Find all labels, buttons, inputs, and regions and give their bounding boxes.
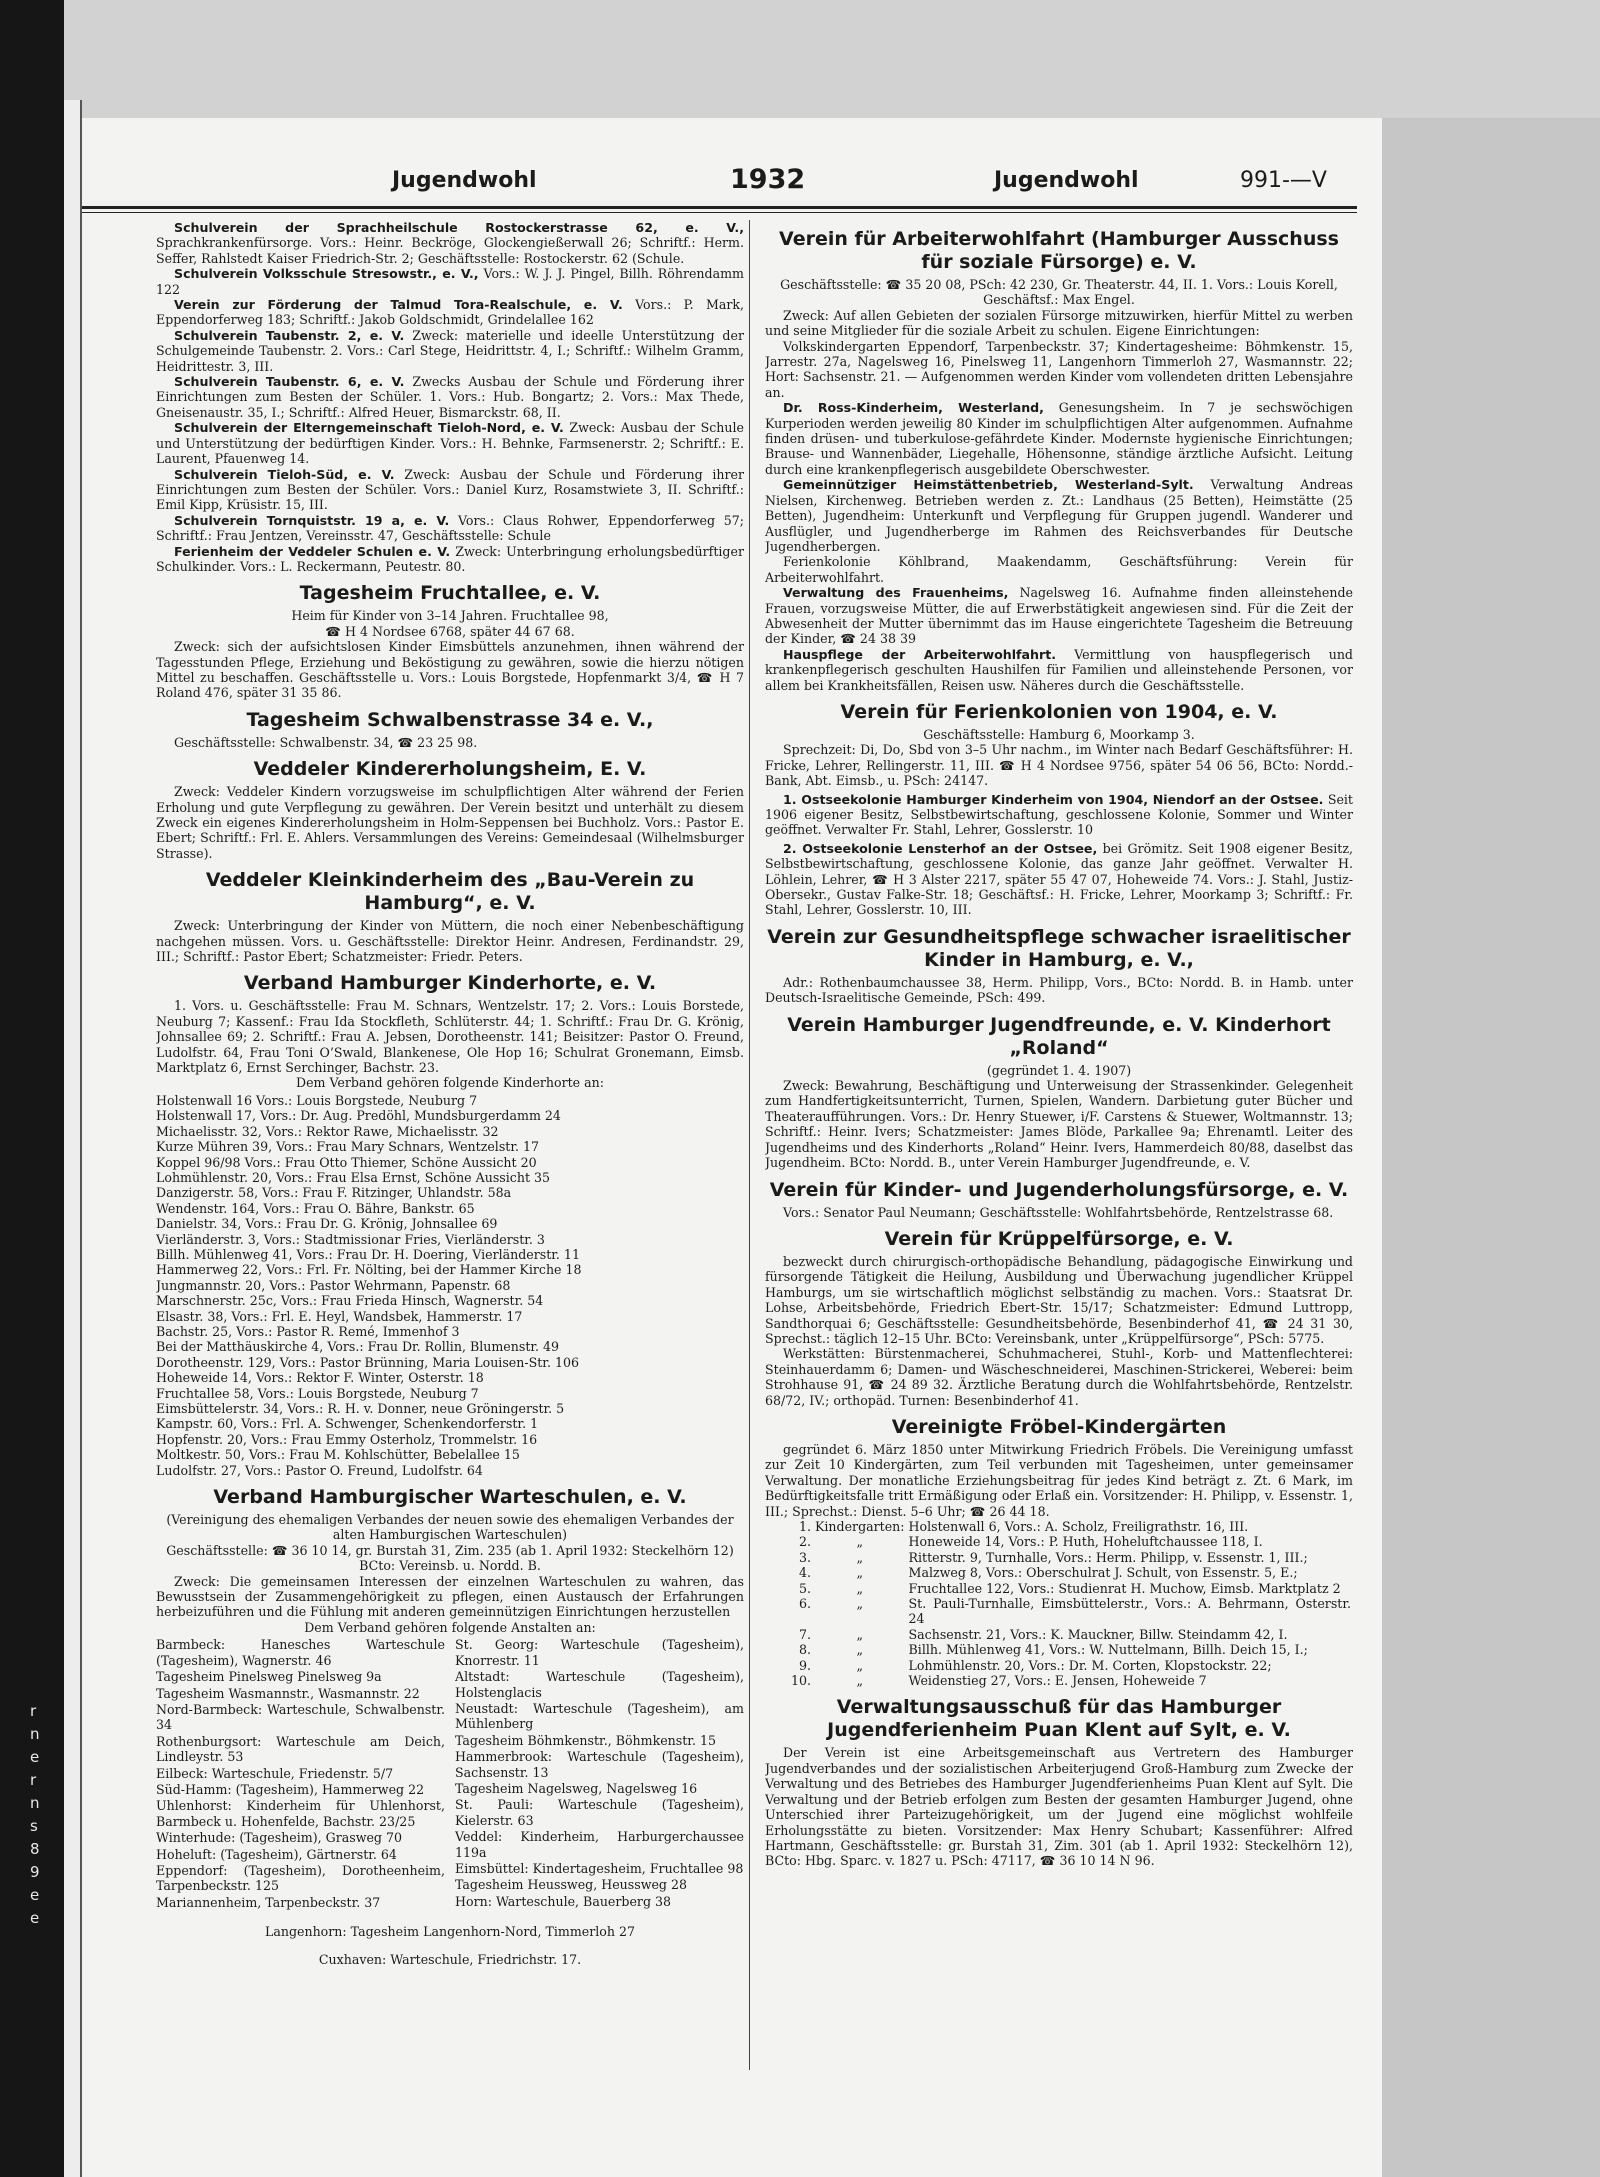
- warteschulen-grid: [156, 1637, 744, 1911]
- entry-paragraph: [156, 297, 744, 328]
- margin-letters: [30, 1700, 50, 1930]
- list-item: Koppel 96/98 Vors.: Frau Otto Thiemer, Schöne Aussicht 20: [156, 1154, 537, 1170]
- header-right-title: Jugendwohl: [994, 168, 1139, 193]
- kindergarten-address: Billh. Mühlenweg 41, Vors.: W. Nuttelmann, Billh. Deich 15, I.;: [908, 1642, 1308, 1658]
- table-row: [765, 1581, 1353, 1596]
- header-page-number: 991-—V: [1240, 168, 1327, 193]
- list-item: Kampstr. 60, Vors.: Frl. A. Schwenger, Schenkendorferstr. 1: [156, 1416, 539, 1432]
- warteschule-item: Hoheluft: (Tagesheim), Gärtnerstr. 64: [156, 1846, 397, 1862]
- entry-text: Genesungsheim. In 7 je sechswöchigen Kurperioden werden jeweilig 80 Kinder im schulpflichtigen Alter aufgenommen. Aufnahme finden drüsen- und tuberkulose-gefährdete Kinder. Modernste hygienische Einrichtungen; Brause- und Wannenbäder, Liegehalle, Höhensonne, ständige ärztliche Aufsicht. Leitung durch eine krankenpflegerisch ausgebildete Oberschwester.: [765, 400, 1353, 477]
- entry-paragraph: [156, 998, 744, 1075]
- entry-paragraph: [765, 742, 1353, 788]
- entry-paragraph: [765, 1346, 1353, 1408]
- entry-title: Schulverein Tieloh-Süd, e. V.: [174, 466, 395, 482]
- entry-text: Zweck: Unterbringung erholungsbedürftiger Schulkinder. Vors.: L. Reckermann, Peutestr. 80.: [156, 543, 744, 574]
- list-item: Fruchtallee 58, Vors.: Louis Borgstede, Neuburg 7: [156, 1385, 479, 1401]
- warteschule-item: Cuxhaven: Warteschule, Friedrichstr. 17.: [318, 1951, 582, 1967]
- header-rule: [82, 206, 1357, 209]
- entry-text: Zweck: Bewahrung, Beschäftigung und Unterweisung der Strassenkinder. Gelegenheit zum Handfertigkeitsunterricht, Turnen, Spielen, Wandern. Darbietung guter Bücher und Theateraufführungen. Vors.: Dr. Henry Stuewer, i/F. Carstens & Stuewer, Woltmannstr. 13; Schriftf.: Heinr. Ivers; Schatzmeister: James Blöde, Parkallee 9a; Ehrenamtl. Leiter des Jugendheims und des Kinderhorts „Roland“ Heinr. Ivers, Hammerdeich 80/88, daselbst das Jugendheim. BCto: Nordd. B., unter Verein Hamburger Jugendfreunde, e. V.: [765, 1078, 1353, 1171]
- entry-paragraph: [765, 647, 1353, 693]
- left-column: [156, 220, 744, 2070]
- warteschule-item: Tagesheim Pinelsweg Pinelsweg 9a: [156, 1669, 382, 1685]
- entry-text: Der Verein ist eine Arbeitsgemeinschaft aus Vertretern des Hamburger Jugendverbandes und der sozialistischen Arbeiterjugend Groß-Hamburg zum Zwecke der Verwaltung und des Betriebes des Hamburger Jugendferienheims Puan Klent auf Sylt. Die Verwaltung und der Betrieb erfolgen zum Besten der gesamten Hamburger Jugend, ohne Unterschied ihrer Parteizugehörigkeit, um der Jugend eine möglichst wohlfeile Erholungsstätte zu bieten. Vorsitzender: Max Henry Schubart; Kassenführer: Alfred Hartmann, Geschäftsstelle: gr. Burstah 31, Zim. 301 (ab 1. April 1932: Steckelhörn 12), BCto: Hbg. Sparc. v. 1827 u. PSch: 47117, ☎ 36 10 14 N 96.: [765, 1745, 1353, 1869]
- warteschule-item: Rothenburgsort: Warteschule am Deich, Lindleystr. 53: [156, 1733, 445, 1765]
- entry-text: Zweck: Veddeler Kindern vorzugsweise im schulpflichtigen Alter während der Ferien Erholung und gute Verpflegung zu gewähren. Der Verein besitzt und unterhält zu diesem Zweck ein eigenes Kindererholungsheim in Holm-Seppensen bei Buchholz. Vors.: Pastor E. Ebert; Schriftf.: Frl. E. Ahlers. Versammlungen des Vereins: Gemeindesaal (Wilhelmsburger Strasse).: [156, 784, 744, 861]
- entry-title: 1. Ostseekolonie Hamburger Kinderheim von 1904, Niendorf an der Ostsee.: [783, 791, 1324, 807]
- list-item: Vierländerstr. 3, Vors.: Stadtmissionar Fries, Vierländerstr. 3: [156, 1231, 545, 1247]
- entry-paragraph: [765, 400, 1353, 477]
- centered-line: Heim für Kinder von 3–14 Jahren. Fruchtallee 98,: [291, 608, 609, 624]
- margin-letter: r: [30, 1702, 37, 1720]
- centered-line: (Vereinigung des ehemaligen Verbandes der neuen sowie des ehemaligen Verbandes der alten Hamburgischen Warteschulen): [166, 1512, 734, 1543]
- entry-paragraph: [765, 554, 1353, 585]
- kindergarten-address: Ritterstr. 9, Turnhalle, Vors.: Herm. Philipp, v. Essenstr. 1, III.;: [908, 1549, 1308, 1565]
- warteschule-item: Nord-Barmbeck: Warteschule, Schwalbenstr. 34: [156, 1701, 445, 1733]
- kindergarten-address: St. Pauli-Turnhalle, Eimsbüttelerstr., Vors.: A. Behrmann, Osterstr. 24: [908, 1596, 1351, 1627]
- entry-text: Volkskindergarten Eppendorf, Tarpenbeckstr. 37; Kindertagesheime: Böhmkenstr. 15, Jarrestr. 27a, Nagelsweg 16, Pinelsweg 11, Langenhorn Timmerloh 27, Wasmannstr. 22; Hort: Sachsenstr. 21. — Aufgenommen werden Kinder vom vollendeten dritten Lebensjahre an.: [765, 338, 1353, 400]
- margin-letter: n: [30, 1725, 40, 1743]
- section-heading: Tagesheim Schwalbenstrasse 34 e. V.,: [246, 708, 654, 731]
- entry-paragraph: [156, 784, 744, 861]
- kindergarten-address: Fruchtallee 122, Vors.: Studienrat H. Muchow, Eimsb. Marktplatz 2: [908, 1580, 1341, 1596]
- list-item: Danzigerstr. 58, Vors.: Frau F. Ritzinger, Uhlandstr. 58a: [156, 1185, 512, 1201]
- section-heading: Verein Hamburger Jugendfreunde, e. V. Kinderhort „Roland“: [787, 1013, 1331, 1059]
- section-heading: Veddeler Kleinkinderheim des „Bau-Verein zu Hamburg“, e. V.: [205, 869, 695, 915]
- kindergarten-table: [765, 1519, 1353, 1688]
- entry-text: Zweck: materielle und ideelle Unterstützung der Schulgemeinde Taubenstr. 2. Vors.: Carl Stege, Heidrittstr. 4, I.; Schriftf.: Wilhelm Gramm, Heidrittestr. 3, III.: [156, 327, 744, 374]
- centered-line: Dem Verband gehören folgende Kinderhorte an:: [295, 1075, 605, 1091]
- kindergarten-address: Weidenstieg 27, Vors.: E. Jensen, Hoheweide 7: [908, 1673, 1207, 1689]
- kindergarten-number: 3.: [798, 1549, 811, 1565]
- entry-text: Nagelsweg 16. Aufnahme finden alleinstehende Frauen, vorzugsweise Mütter, die auf Erwerbstätigkeit angewiesen sind. Für die Zeit der Abwesenheit der Mutter übernimmt das im Hause eingerichtete Tagesheim die Betreuung der Kinder, ☎ 24 38 39: [765, 585, 1353, 647]
- entry-paragraph: [765, 1078, 1353, 1170]
- entry-text: Vors.: P. Mark, Eppendorferweg 183; Schriftf.: Jakob Goldschmidt, Grindelallee 162: [156, 297, 744, 328]
- section-heading: Vereinigte Fröbel-Kindergärten: [891, 1415, 1227, 1438]
- entry-text: Vermittlung von hauspflegerisch und krankenpflegerisch geschulten Haushilfen für Familien und alleinstehende Personen, vor allem bei Krankheitsfällen, Reisen usw. Näheres durch die Geschäftsstelle.: [765, 646, 1353, 693]
- entry-title: Verein zur Förderung der Talmud Tora-Realschule, e. V.: [174, 297, 623, 313]
- entry-text: gegründet 6. März 1850 unter Mitwirkung Friedrich Fröbels. Die Vereinigung umfasst zur Zeit 10 Kindergärten, zum Teil verbunden mit Tagesheimen, unter gemeinsamer Verwaltung. Der monatliche Erziehungsbeitrag für jedes Kind beträgt z. Zt. 6 Mark, im Bedürftigkeitsfalle tritt Ermäßigung oder Erlaß ein. Vorsitzender: H. Philipp, v. Essenstr. 1, III.; Sprechst.: Dienst. 5–6 Uhr; ☎ 26 44 18.: [765, 1441, 1353, 1519]
- entry-title: Schulverein Tornquiststr. 19 a, e. V.: [174, 512, 450, 528]
- entry-title: Ferienheim der Veddeler Schulen e. V.: [174, 543, 451, 559]
- kindergarten-label: „: [856, 1565, 864, 1581]
- centered-line: Geschäftsstelle: ☎ 35 20 08, PSch: 42 230, Gr. Theaterstr. 44, II. 1. Vors.: Louis Korell, Geschäftsf.: Max Engel.: [780, 277, 1338, 308]
- section-heading: Veddeler Kindererholungsheim, E. V.: [253, 758, 647, 781]
- scan-background: [1382, 118, 1600, 2177]
- entry-paragraph: [765, 477, 1353, 554]
- table-row: [765, 1673, 1353, 1688]
- entry-paragraph: [156, 544, 744, 575]
- kindergarten-label: „: [856, 1549, 864, 1565]
- warteschule-item: Neustadt: Warteschule (Tagesheim), am Mühlenberg: [455, 1700, 744, 1732]
- warteschulen-col-left: [156, 1637, 445, 1911]
- entry-paragraph: [156, 467, 744, 513]
- section-heading: Verein für Krüppelfürsorge, e. V.: [884, 1227, 1234, 1250]
- warteschule-item: Tagesheim Wasmannstr., Wasmannstr. 22: [156, 1685, 420, 1701]
- margin-letter: 9: [30, 1863, 40, 1881]
- entry-text: Vors.: Claus Rohwer, Eppendorferweg 57; Schriftf.: Frau Jentzen, Vereinsstr. 47, Geschäftsstelle: Schule: [156, 512, 744, 544]
- entry-text: Werkstätten: Bürstenmacherei, Schuhmacherei, Stuhl-, Korb- und Mattenflechterei: Steinhauerdamm 6; Damen- und Wäscheschneiderei, Maschinen-Strickerei, Weberei: beim Strohhause 91, ☎ 24 89 32. Ärztliche Beratung durch die Wohlfahrtsbehörde, Rentzelstr. 68/72, IV.; orthopäd. Turnen: Besenbinderhof 41.: [765, 1346, 1353, 1408]
- kindergarten-number: 6.: [798, 1596, 811, 1612]
- table-row: [765, 1550, 1353, 1565]
- list-item: Jungmannstr. 20, Vors.: Pastor Wehrmann, Papenstr. 68: [156, 1277, 511, 1293]
- entry-paragraph: [765, 1205, 1353, 1220]
- entry-paragraph: [156, 374, 744, 420]
- entry-text: Seit 1906 eigener Besitz, Selbstbewirtschaftung, geschlossene Kolonie, Sommer und Winter geöffnet. Verwalter Fr. Stahl, Lehrer, Gosslerstr. 10: [765, 791, 1353, 838]
- warteschulen-col-right: [455, 1637, 744, 1911]
- kindergarten-label: Kindergarten:: [815, 1519, 905, 1534]
- entry-title: Schulverein Taubenstr. 2, e. V.: [174, 327, 405, 343]
- header-left-title: Jugendwohl: [392, 168, 537, 193]
- kindergarten-address: Lohmühlenstr. 20, Vors.: Dr. M. Corten, Klopstockstr. 22;: [908, 1657, 1272, 1673]
- list-item: Eimsbüttelerstr. 34, Vors.: R. H. v. Donner, neue Gröningerstr. 5: [156, 1401, 565, 1416]
- entry-text: Zweck: Ausbau der Schule und Förderung ihrer Einrichtungen zum Besten der Schüler. Vors.: Daniel Kurz, Rosamstwiete 3, II. Schriftf.: Emil Kipp, Krüsistr. 15, III.: [156, 466, 744, 513]
- margin-letter: e: [30, 1748, 40, 1766]
- list-item: Moltkestr. 50, Vors.: Frau M. Kohlschütter, Bebelallee 15: [156, 1447, 520, 1463]
- entry-paragraph: [156, 220, 744, 266]
- kindergarten-address: Malzweg 8, Vors.: Oberschulrat J. Schult, von Essenstr. 5, E.;: [908, 1565, 1298, 1581]
- margin-letter: e: [30, 1886, 40, 1904]
- warteschule-item: Winterhude: (Tagesheim), Grasweg 70: [156, 1830, 403, 1846]
- kinderhorte-list: [156, 1093, 744, 1478]
- entry-title: Schulverein der Elterngemeinschaft Tieloh-Nord, e. V.: [174, 420, 564, 436]
- entry-title: Schulverein Volksschule Stresowstr., e. V.,: [174, 266, 479, 282]
- list-item: Michaelisstr. 32, Vors.: Rektor Rawe, Michaelisstr. 32: [156, 1123, 499, 1139]
- scanner-left-edge: [0, 0, 64, 2177]
- text-line: Geschäftsstelle: Schwalbenstr. 34, ☎ 23 25 98.: [174, 734, 478, 750]
- entry-text: Zweck: sich der aufsichtslosen Kinder Eimsbüttels anzunehmen, ihnen während der Tagesstunden Pflege, Erziehung und Beköstigung zu gewähren, sowie die hierzu nötigen Mittel zu beschaffen. Geschäftsstelle u. Vors.: Louis Borgstede, Hopfenmarkt 3/4, ☎ H 7 Roland 476, später 31 35 86.: [156, 639, 744, 701]
- margin-letter: e: [30, 1909, 40, 1927]
- margin-letter: n: [30, 1794, 40, 1812]
- section-heading: Verwaltungsausschuß für das Hamburger Jugendferienheim Puan Klent auf Sylt, e. V.: [827, 1696, 1291, 1742]
- kindergarten-address: Sachsenstr. 21, Vors.: K. Mauckner, Billw. Steindamm 42, I.: [908, 1626, 1288, 1642]
- warteschule-item: St. Pauli: Warteschule (Tagesheim), Kielerstr. 63: [455, 1797, 744, 1828]
- previous-page-edge: [64, 100, 82, 2177]
- list-item: Bei der Matthäuskirche 4, Vors.: Frau Dr. Rollin, Blumenstr. 49: [156, 1339, 560, 1355]
- kindergarten-number: 1.: [798, 1519, 811, 1534]
- entry-paragraph: [156, 328, 744, 374]
- list-item: Kurze Mühren 39, Vors.: Frau Mary Schnars, Wentzelstr. 17: [156, 1139, 540, 1155]
- kindergarten-number: 2.: [798, 1534, 811, 1550]
- list-item: Hopfenstr. 20, Vors.: Frau Emmy Osterholz, Trommelstr. 16: [156, 1431, 538, 1447]
- list-item: Danielstr. 34, Vors.: Frau Dr. G. Krönig, Johnsallee 69: [156, 1216, 498, 1232]
- warteschule-item: Altstadt: Warteschule (Tagesheim), Holstenglacis: [455, 1669, 744, 1700]
- section-heading: Verein für Arbeiterwohlfahrt (Hamburger Ausschuss für soziale Fürsorge) e. V.: [779, 228, 1339, 273]
- centered-line: Geschäftsstelle: Hamburg 6, Moorkamp 3.: [923, 726, 1195, 742]
- kindergarten-label: „: [856, 1657, 864, 1673]
- kindergarten-label: „: [856, 1596, 864, 1612]
- entry-paragraph: [156, 918, 744, 964]
- section-heading: Verband Hamburgischer Warteschulen, e. V.: [213, 1486, 687, 1509]
- kindergarten-number: 10.: [790, 1673, 811, 1689]
- warteschule-item: Tagesheim Nagelsweg, Nagelsweg 16: [455, 1780, 698, 1796]
- kindergarten-number: 4.: [798, 1565, 811, 1581]
- kindergarten-address: Holstenwall 6, Vors.: A. Scholz, Freiligrathstr. 16, III.: [908, 1519, 1249, 1534]
- table-row: [765, 1534, 1353, 1549]
- list-item: Hoheweide 14, Vors.: Rektor F. Winter, Osterstr. 18: [156, 1370, 484, 1386]
- list-item: Holstenwall 17, Vors.: Dr. Aug. Predöhl, Mundsburgerdamm 24: [156, 1108, 561, 1124]
- kindergarten-label: „: [856, 1580, 864, 1596]
- entry-text: bei Grömitz. Seit 1908 eigener Besitz, Selbstbewirtschaftung, geschlossene Kolonie, das ganze Jahr geöffnet. Verwalter H. Löhlein, Lehrer, ☎ H 3 Alster 2217, später 55 47 07, Hoheweide 74. Vors.: J. Stahl, Justiz-Obersekr., Gustav Falke-Str. 18; Geschäftsf.: H. Fricke, Lehrer, Moorkamp 3; Schriftf.: Fr. Stahl, Lehrer, Gosslerstr. 10, III.: [765, 840, 1353, 918]
- table-row: [765, 1519, 1353, 1534]
- entry-text: Vors.: Senator Paul Neumann; Geschäftsstelle: Wohlfahrtsbehörde, Rentzelstrasse 68.: [783, 1204, 1334, 1220]
- kindergarten-number: 9.: [798, 1657, 811, 1673]
- entry-text: Zweck: Die gemeinsamen Interessen der einzelnen Warteschulen zu wahren, das Bewusstsein der Zusammengehörigkeit zu pflegen, einen Austausch der Erfahrungen herbeizuführen und die Fühlung mit anderen gemeinnützigen Einrichtungen herzustellen: [156, 1573, 744, 1620]
- numbered-entry: [765, 841, 1353, 918]
- centered-line: Dem Verband gehören folgende Anstalten an:: [304, 1619, 596, 1635]
- list-item: Hammerweg 22, Vors.: Frl. Fr. Nölting, bei der Hammer Kirche 18: [156, 1262, 582, 1278]
- entry-text: Zweck: Unterbringung der Kinder von Müttern, die noch einer Nebenbeschäftigung nachgehen müssen. Vors. u. Geschäftsstelle: Direktor Heinr. Andresen, Ferdinandstr. 29, III.; Schriftf.: Pastor Ebert; Schatzmeister: Friedr. Peters.: [156, 918, 744, 965]
- kindergarten-label: „: [856, 1642, 864, 1658]
- warteschule-item: Veddel: Kinderheim, Harburgerchaussee 119a: [455, 1829, 744, 1860]
- warteschule-item: Mariannenheim, Tarpenbeckstr. 37: [156, 1894, 381, 1910]
- warteschule-item: Barmbeck: Hanesches Warteschule (Tagesheim), Wagnerstr. 46: [156, 1637, 445, 1668]
- entry-paragraph: [156, 266, 744, 297]
- entry-text: Verwaltung Andreas Nielsen, Kirchenweg. Betrieben werden z. Zt.: Landhaus (25 Betten), Heimstätte (25 Betten), Jugendheim: Unterkunft und Verpflegung für Gruppen jugendl. Wanderer und Ausflügler, und Jugendherberge im Rahmen des Reichsverbandes für Deutsche Jugendherbergen.: [765, 477, 1353, 554]
- document-page: [82, 118, 1382, 2177]
- list-item: Billh. Mühlenweg 41, Vors.: Frau Dr. H. Doering, Vierländerstr. 11: [156, 1246, 580, 1262]
- entry-text: bezweckt durch chirurgisch-orthopädische Behandlung, pädagogische Einwirkung und fürsorgende Tätigkeit die Heilung, Ausbildung und Überwachung jugendlicher Krüppel Hamburgs, um sie wirtschaftlich möglichst selbständig zu machen. Vors.: Staatsrat Dr. Lohse, Arbeitsbehörde, Friedrich Ebert-Str. 15/17; Schatzmeister: Edmund Luttropp, Sandthorquai 6; Geschäftsstelle: Gesundheitsbehörde, Besenbinderhof 41, ☎ 24 31 30, Sprechst.: täglich 12–15 Uhr. BCto: Vereinsbank, unter „Krüppelfürsorge“, PSch: 5775.: [765, 1253, 1353, 1346]
- numbered-entry: [765, 792, 1353, 838]
- warteschule-item: Eppendorf: (Tagesheim), Dorotheenheim, Tarpenbeckstr. 125: [156, 1862, 445, 1894]
- warteschule-item: Eimsbüttel: Kindertagesheim, Fruchtallee 98: [455, 1860, 744, 1876]
- kindergarten-label: „: [856, 1673, 864, 1689]
- list-item: Marschnerstr. 25c, Vors.: Frau Frieda Hinsch, Wagnerstr. 54: [156, 1293, 544, 1309]
- table-row: [765, 1658, 1353, 1673]
- entry-paragraph: [765, 1745, 1353, 1868]
- warteschule-item: St. Georg: Warteschule (Tagesheim), Knorrestr. 11: [455, 1637, 744, 1668]
- page-header: [82, 164, 1357, 208]
- entry-paragraph: [156, 639, 744, 701]
- header-rule-thin: [82, 212, 1357, 213]
- warteschule-item: Süd-Hamm: (Tagesheim), Hammerweg 22: [156, 1781, 425, 1797]
- list-item: Lohmühlenstr. 20, Vors.: Frau Elsa Ernst, Schöne Aussicht 35: [156, 1169, 551, 1185]
- margin-letter: s: [30, 1817, 38, 1835]
- centered-line: Geschäftsstelle: ☎ 36 10 14, gr. Burstah 31, Zim. 235 (ab 1. April 1932: Steckelhörn 12) BCto: Vereinsb. u. Nordd. B.: [166, 1542, 734, 1574]
- entry-paragraph: [765, 1254, 1353, 1346]
- margin-letter: 8: [30, 1840, 40, 1858]
- kindergarten-number: 7.: [798, 1626, 811, 1642]
- centered-line: (gegründet 1. 4. 1907): [986, 1062, 1132, 1078]
- warteschule-item: Uhlenhorst: Kinderheim für Uhlenhorst, Barmbeck u. Hohenfelde, Bachstr. 23/25: [156, 1798, 445, 1829]
- entry-paragraph: [765, 1442, 1353, 1519]
- kindergarten-number: 5.: [798, 1580, 811, 1596]
- entry-paragraph: [156, 1574, 744, 1620]
- section-heading: Verein für Ferienkolonien von 1904, e. V.: [840, 700, 1278, 723]
- table-row: [765, 1642, 1353, 1657]
- list-item: Elsastr. 38, Vors.: Frl. E. Heyl, Wandsbek, Hammerstr. 17: [156, 1308, 523, 1324]
- section-heading: Tagesheim Fruchtallee, e. V.: [299, 582, 601, 605]
- entry-paragraph: [765, 975, 1353, 1006]
- entry-title: 2. Ostseekolonie Lensterhof an der Ostsee,: [783, 840, 1098, 856]
- entry-text: Zweck: Auf allen Gebieten der sozialen Fürsorge mitzuwirken, hierfür Mittel zu werben und seine Mitglieder für die soziale Arbeit zu schulen. Eigene Einrichtungen:: [765, 307, 1353, 339]
- entry-paragraph: [765, 585, 1353, 647]
- list-item: Dorotheenstr. 129, Vors.: Pastor Brünning, Maria Louisen-Str. 106: [156, 1354, 579, 1370]
- kindergarten-label: „: [856, 1534, 864, 1550]
- entry-text: Adr.: Rothenbaumchaussee 38, Herm. Philipp, Vors., BCto: Nordd. B. in Hamb. unter Deutsch-Israelitische Gemeinde, PSch: 499.: [765, 974, 1353, 1006]
- entry-title: Dr. Ross-Kinderheim, Westerland,: [783, 400, 1044, 416]
- entry-paragraph: [765, 339, 1353, 401]
- centered-line: ☎ H 4 Nordsee 6768, später 44 67 68.: [325, 623, 575, 639]
- table-row: [765, 1596, 1353, 1627]
- entry-text: 1. Vors. u. Geschäftsstelle: Frau M. Schnars, Wentzelstr. 17; 2. Vors.: Louis Borstede, Neuburg 7; Kassenf.: Frau Ida Stockfleth, Schlüterstr. 44; 1. Schriftf.: Frau Dr. G. Krönig, Johnsallee 69; 2. Schriftf.: Frau A. Jebsen, Dorotheenstr. 141; Beisitzer: Pastor O. Freund, Ludolfstr. 64, Frau Toni O’Swald, Blankenese, Ole Hop 16; Schulrat Gronemann, Eimsb. Marktplatz 6, Ernst Serchinger, Bachstr. 23.: [156, 998, 744, 1076]
- warteschule-item: Hammerbrook: Warteschule (Tagesheim), Sachsenstr. 13: [455, 1749, 744, 1780]
- table-row: [765, 1627, 1353, 1642]
- entry-title: Gemeinnütziger Heimstättenbetrieb, Westerland-Sylt.: [783, 477, 1194, 493]
- column-divider: [749, 220, 750, 2070]
- entry-title: Schulverein der Sprachheilschule Rostockerstrasse 62, e. V.,: [174, 220, 744, 235]
- entry-text: Vors.: W. J. J. Pingel, Billh. Röhrendamm 122: [156, 266, 744, 297]
- list-item: Wendenstr. 164, Vors.: Frau O. Bähre, Bankstr. 65: [156, 1200, 475, 1216]
- warteschule-item: Tagesheim Heussweg, Heussweg 28: [455, 1877, 688, 1893]
- entry-text: Zwecks Ausbau der Schule und Förderung ihrer Einrichtungen zum Besten der Schüler. 1. Vors.: Hub. Bongartz; 2. Vors.: Max Thede, Gneisenaustr. 35, I.; Schriftf.: Alfred Heuer, Bismarckstr. 68, II.: [156, 374, 744, 420]
- entry-title: Verwaltung des Frauenheims,: [783, 585, 1009, 601]
- table-row: [765, 1565, 1353, 1580]
- entry-paragraph: [765, 308, 1353, 339]
- margin-letter: r: [30, 1771, 37, 1789]
- section-heading: Verband Hamburger Kinderhorte, e. V.: [243, 972, 657, 995]
- section-heading: Verein für Kinder- und Jugenderholungsfürsorge, e. V.: [769, 1178, 1349, 1201]
- header-year: 1932: [730, 164, 806, 195]
- section-heading: Verein zur Gesundheitspflege schwacher israelitischer Kinder in Hamburg, e. V.,: [767, 925, 1351, 971]
- warteschule-item: Tagesheim Böhmkenstr., Böhmkenstr. 15: [455, 1732, 716, 1748]
- list-item: Ludolfstr. 27, Vors.: Pastor O. Freund, Ludolfstr. 64: [156, 1462, 483, 1478]
- entry-text: Sprachkrankenfürsorge. Vors.: Heinr. Beckröge, Glockengießerwall 26; Schriftf.: Herm. Seffer, Rahlstedt Kaiser Friedrich-Str. 2; Geschäftsstelle: Rostockerstr. 62 (Schule.: [156, 235, 744, 266]
- entry-paragraph: [156, 513, 744, 544]
- entry-text: Sprechzeit: Di, Do, Sbd von 3–5 Uhr nachm., im Winter nach Bedarf Geschäftsführer: H. Fricke, Lehrer, Rellingerstr. 11, III. ☎ H 4 Nordsee 9756, später 54 06 56, BCto: Nordd.-Bank, Abt. Eimsb., u. PSch: 24147.: [765, 742, 1353, 789]
- kindergarten-label: „: [856, 1626, 864, 1642]
- list-item: Holstenwall 16 Vors.: Louis Borgstede, Neuburg 7: [156, 1092, 478, 1108]
- warteschule-item: Horn: Warteschule, Bauerberg 38: [455, 1893, 672, 1909]
- kindergarten-number: 8.: [798, 1642, 811, 1658]
- entry-text: Zweck: Ausbau der Schule und Unterstützung der bedürftigen Kinder. Vors.: H. Behnke, Farmsenerstr. 2; Schriftf.: E. Laurent, Pfauenweg 14.: [156, 420, 744, 467]
- list-item: Bachstr. 25, Vors.: Pastor R. Remé, Immenhof 3: [156, 1323, 460, 1339]
- entry-title: Schulverein Taubenstr. 6, e. V.: [174, 374, 405, 390]
- entry-text: Ferienkolonie Köhlbrand, Maakendamm, Geschäftsführung: Verein für Arbeiterwohlfahrt.: [765, 554, 1353, 585]
- right-column: [765, 220, 1353, 2070]
- entry-paragraph: [156, 420, 744, 466]
- entry-title: Hauspflege der Arbeiterwohlfahrt.: [783, 646, 1056, 662]
- kindergarten-address: Honeweide 14, Vors.: P. Huth, Hoheluftchaussee 118, I.: [908, 1534, 1263, 1550]
- warteschule-item: Langenhorn: Tagesheim Langenhorn-Nord, Timmerloh 27: [264, 1923, 636, 1939]
- warteschule-item: Eilbeck: Warteschule, Friedenstr. 5/7: [156, 1765, 394, 1781]
